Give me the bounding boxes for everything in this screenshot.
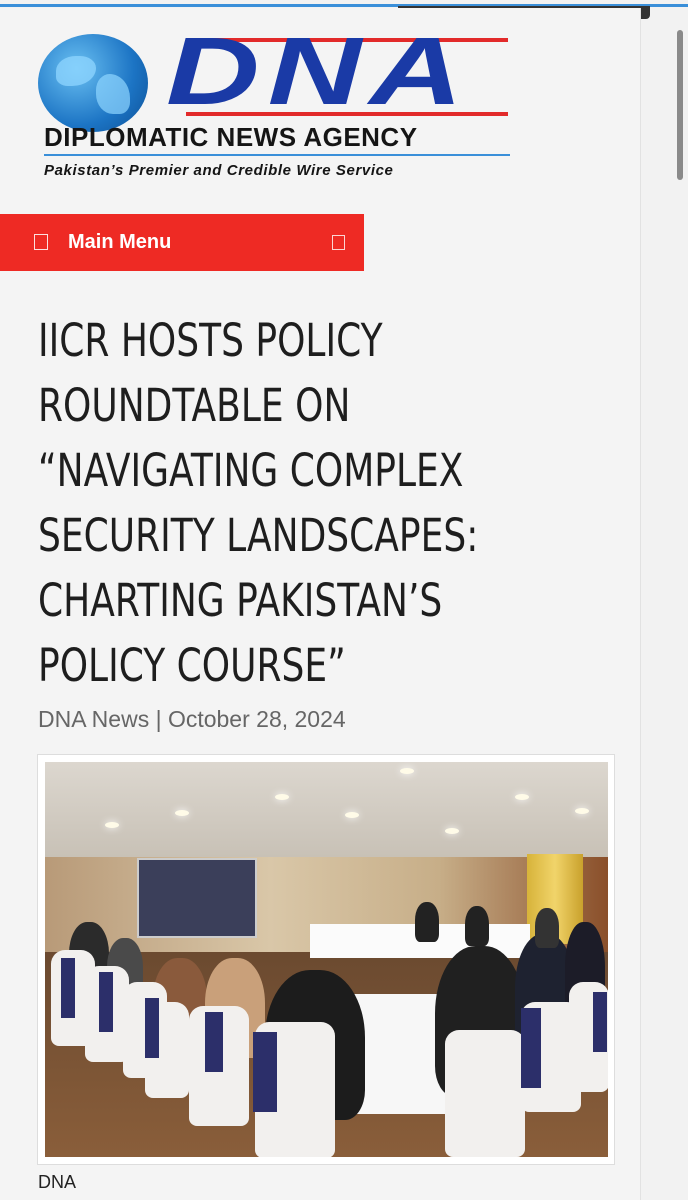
- headline-line: POLICY COURSE”: [38, 639, 346, 692]
- headline-line: IICR HOSTS POLICY: [38, 314, 383, 367]
- scrollbar[interactable]: [677, 30, 683, 180]
- article-headline: [38, 308, 502, 698]
- site-tagline: Pakistan’s Premier and Credible Wire Service: [44, 162, 394, 179]
- image-caption: DNA: [38, 1172, 77, 1192]
- agency-name: DIPLOMATIC NEWS AGENCY: [44, 122, 418, 152]
- headline-line: ROUNDTABLE ON: [38, 379, 351, 432]
- headline-line: “NAVIGATING COMPLEX: [38, 444, 464, 497]
- main-menu-button[interactable]: [0, 214, 364, 271]
- globe-icon: [38, 34, 148, 132]
- article-image-frame: [37, 754, 615, 1165]
- page-content: [0, 8, 641, 1200]
- article-byline: DNA News | October 28, 2024: [38, 706, 346, 732]
- article-photo[interactable]: [45, 762, 608, 1157]
- site-logo[interactable]: [36, 18, 516, 190]
- headline-line: CHARTING PAKISTAN’S: [38, 574, 443, 627]
- menu-square-icon: [34, 234, 48, 250]
- main-menu-label: Main Menu: [68, 231, 172, 253]
- logo-wordmark: DNA: [166, 18, 472, 125]
- logo-divider: [44, 154, 510, 156]
- menu-toggle-icon: [332, 235, 345, 250]
- headline-line: SECURITY LANDSCAPES:: [38, 509, 479, 562]
